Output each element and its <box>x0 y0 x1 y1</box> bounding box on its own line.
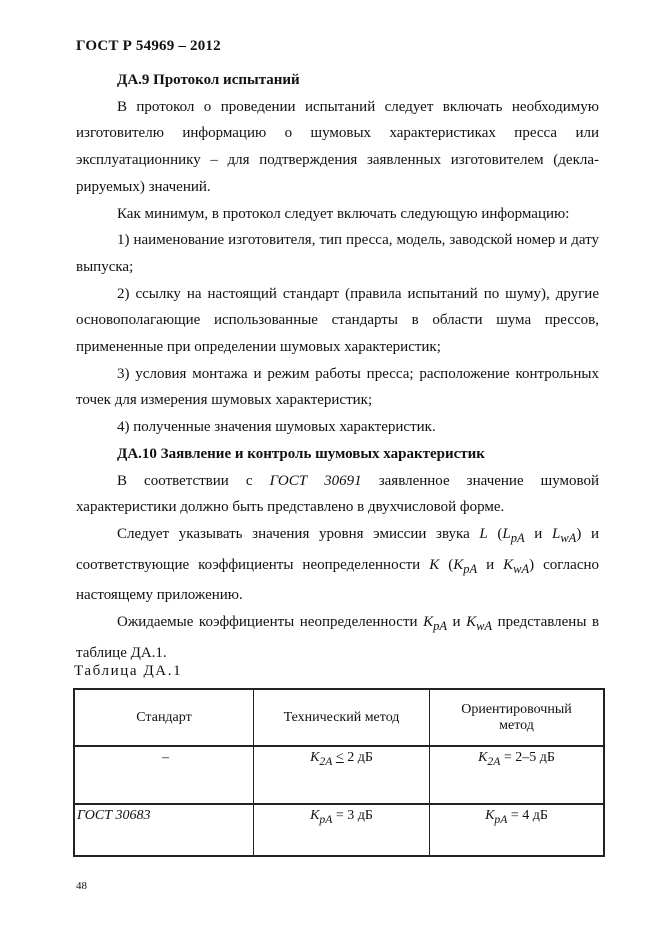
reference-gost-30691: ГОСТ 30691 <box>269 472 362 489</box>
list-item-1: 1) наименование изготовителя, тип пресса, модель, заводской номер и дату выпуска; <box>76 232 599 275</box>
paragraph-emission-levels: Следует указывать значения уровня эмиссии звука L ($L_{pA}$ и $L_{wA}$) и соответствующие коэффициенты неопределенности K ($K_{pA}$ и $K_{wA}$) согласно настоящему приложению. <box>76 525 600 604</box>
paragraph-gost30691: В соответствии с ГОСТ 30691 заявленное значение шумовой характеристики должно быть представлено в двухчисловой форме. <box>76 472 600 516</box>
cell-orientation-value: $K_{2A} = 2-5$ дБ <box>430 746 605 804</box>
paragraph-expected-coefficients: Ожидаемые коэффициенты неопределенности $K_{pA}$ и $K_{wA}$ представлены в таблице ДА.1. <box>76 614 600 661</box>
table-row <box>74 746 604 804</box>
table-header-row <box>74 689 604 746</box>
cell-standard: ГОСТ 30683 <box>74 804 254 856</box>
paragraph-minimum: Как минимум, в протокол следует включать следующую информацию: <box>117 205 570 222</box>
uncertainty-table <box>73 688 605 857</box>
header-technical-method: Технический метод <box>254 689 430 746</box>
document-header: ГОСТ Р 54969 – 2012 <box>76 38 221 54</box>
table-caption: Таблица ДА.1 <box>74 663 183 679</box>
cell-technical-value: $K_{pA} = 3$ дБ <box>254 804 430 856</box>
header-orientation-method: Ориентировочный метод <box>430 689 605 746</box>
cell-technical-value: $K_{2A} < 2$ дБ <box>254 746 430 804</box>
table-row <box>74 804 604 856</box>
cell-standard: – <box>74 746 254 804</box>
body-text-1 <box>76 67 599 666</box>
paragraph-protocol: В протокол о проведении испытаний следует включать необходимую изготовителю информацию о шумовых характеристиках пресса или эксплуатационнику – для подтверждения заявленных изготовителем (декла-рируемых) значений. <box>76 98 599 195</box>
page-number: 48 <box>76 880 87 892</box>
list-item-2: 2) ссылку на настоящий стандарт (правила испытаний по шуму), другие основополагающие использованные стандарты в области шума прессов, примененные при определении шумовых характеристик; <box>76 285 599 356</box>
header-standard: Стандарт <box>74 689 254 746</box>
section-heading-da10: ДА.10 Заявление и контроль шумовых характеристик <box>117 445 485 462</box>
section-heading-da9: ДА.9 Протокол испытаний <box>117 72 300 88</box>
list-item-3: 3) условия монтажа и режим работы пресса; расположение контрольных точек для измерения шумовых характеристик; <box>76 365 599 409</box>
cell-orientation-value: $K_{pA} = 4$ дБ <box>430 804 605 856</box>
list-item-4: 4) полученные значения шумовых характеристик. <box>117 419 436 436</box>
